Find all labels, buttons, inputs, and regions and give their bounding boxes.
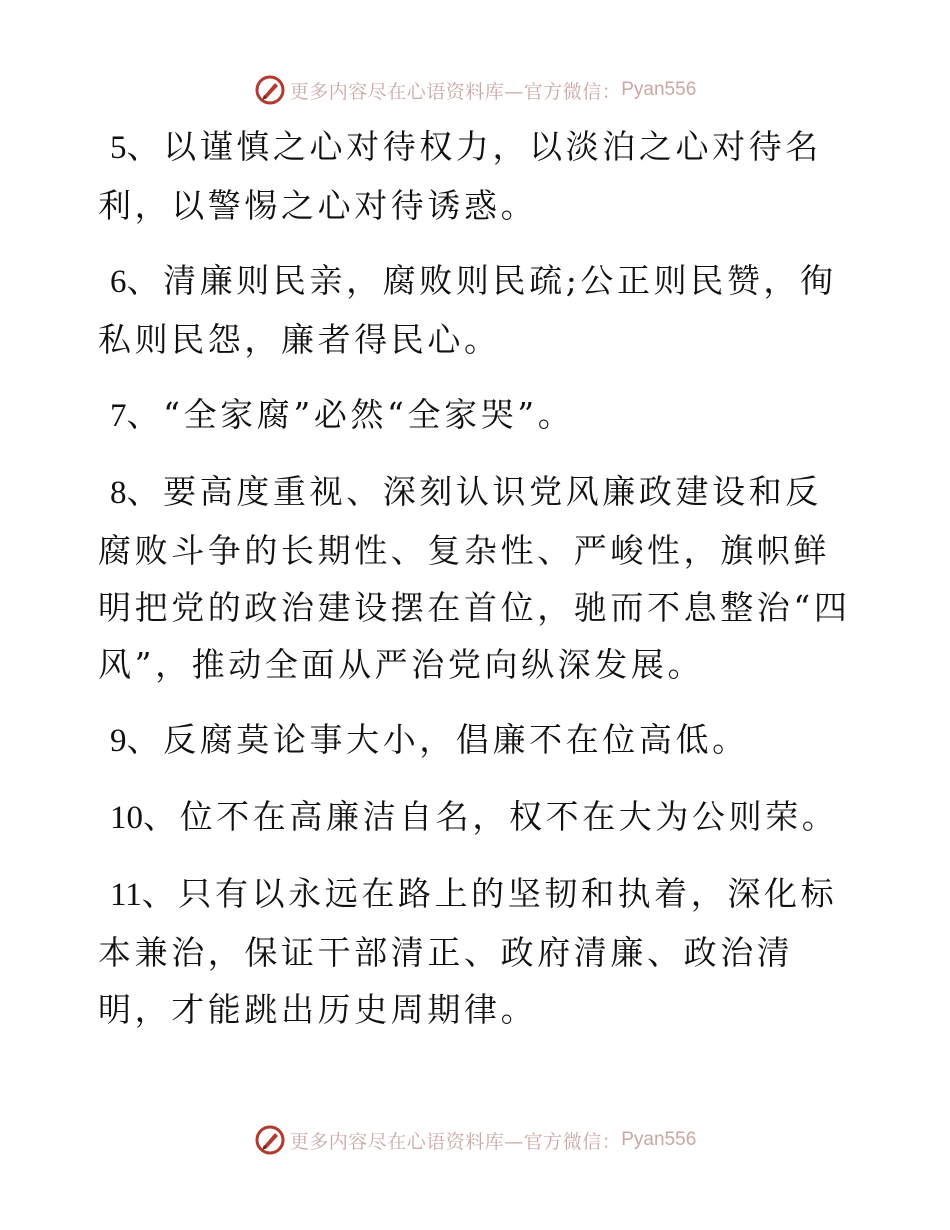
item-8 (98, 463, 858, 693)
item-text: 、反腐莫论事大小，倡廉不在位高低。 (126, 720, 749, 759)
item-number: 11 (110, 877, 142, 913)
item-text: 、清廉则民亲，腐败则民疏;公正则民赞，徇私则民怨，廉者得民心。 (98, 261, 837, 359)
item-text: 、要高度重视、深刻认识党风廉政建设和反腐败斗争的长期性、复杂性、严峻性，旗帜鲜明把党的政治建设摆在首位，驰而不息整治“四风”，推动全面从严治党向纵深发展。 (98, 472, 851, 684)
item-6 (98, 252, 858, 368)
footer-banner-wechat-id: Pyan556 (621, 1129, 697, 1150)
header-banner-text: 更多内容尽在心语资料库—官方微信： (289, 80, 622, 103)
header-watermark (0, 72, 950, 108)
pen-logo-icon (254, 74, 286, 106)
item-9 (98, 711, 858, 770)
item-text: 、“全家腐”必然“全家哭”。 (126, 395, 575, 434)
item-5 (98, 118, 858, 234)
item-number: 5 (110, 130, 127, 166)
footer-watermark (0, 1122, 950, 1158)
item-number: 10 (110, 800, 143, 836)
item-number: 8 (110, 475, 127, 511)
item-number: 9 (110, 723, 127, 759)
item-11 (98, 865, 858, 1038)
item-number: 6 (110, 264, 127, 300)
header-banner-wechat-id: Pyan556 (621, 79, 697, 100)
item-10 (98, 788, 858, 847)
item-text: 、以谨慎之心对待权力，以淡泊之心对待名利，以警惕之心对待诱惑。 (98, 127, 822, 225)
item-text: 、只有以永远在路上的坚韧和执着，深化标本兼治，保证干部清正、政府清廉、政治清明，才能跳出历史周期律。 (98, 874, 838, 1029)
pen-logo-icon (254, 1124, 286, 1156)
footer-banner-text: 更多内容尽在心语资料库—官方微信： (289, 1130, 622, 1153)
document-body (98, 118, 858, 1056)
item-number: 7 (110, 398, 127, 434)
item-7 (98, 386, 858, 445)
item-text: 、位不在高廉洁自名，权不在大为公则荣。 (143, 797, 839, 836)
